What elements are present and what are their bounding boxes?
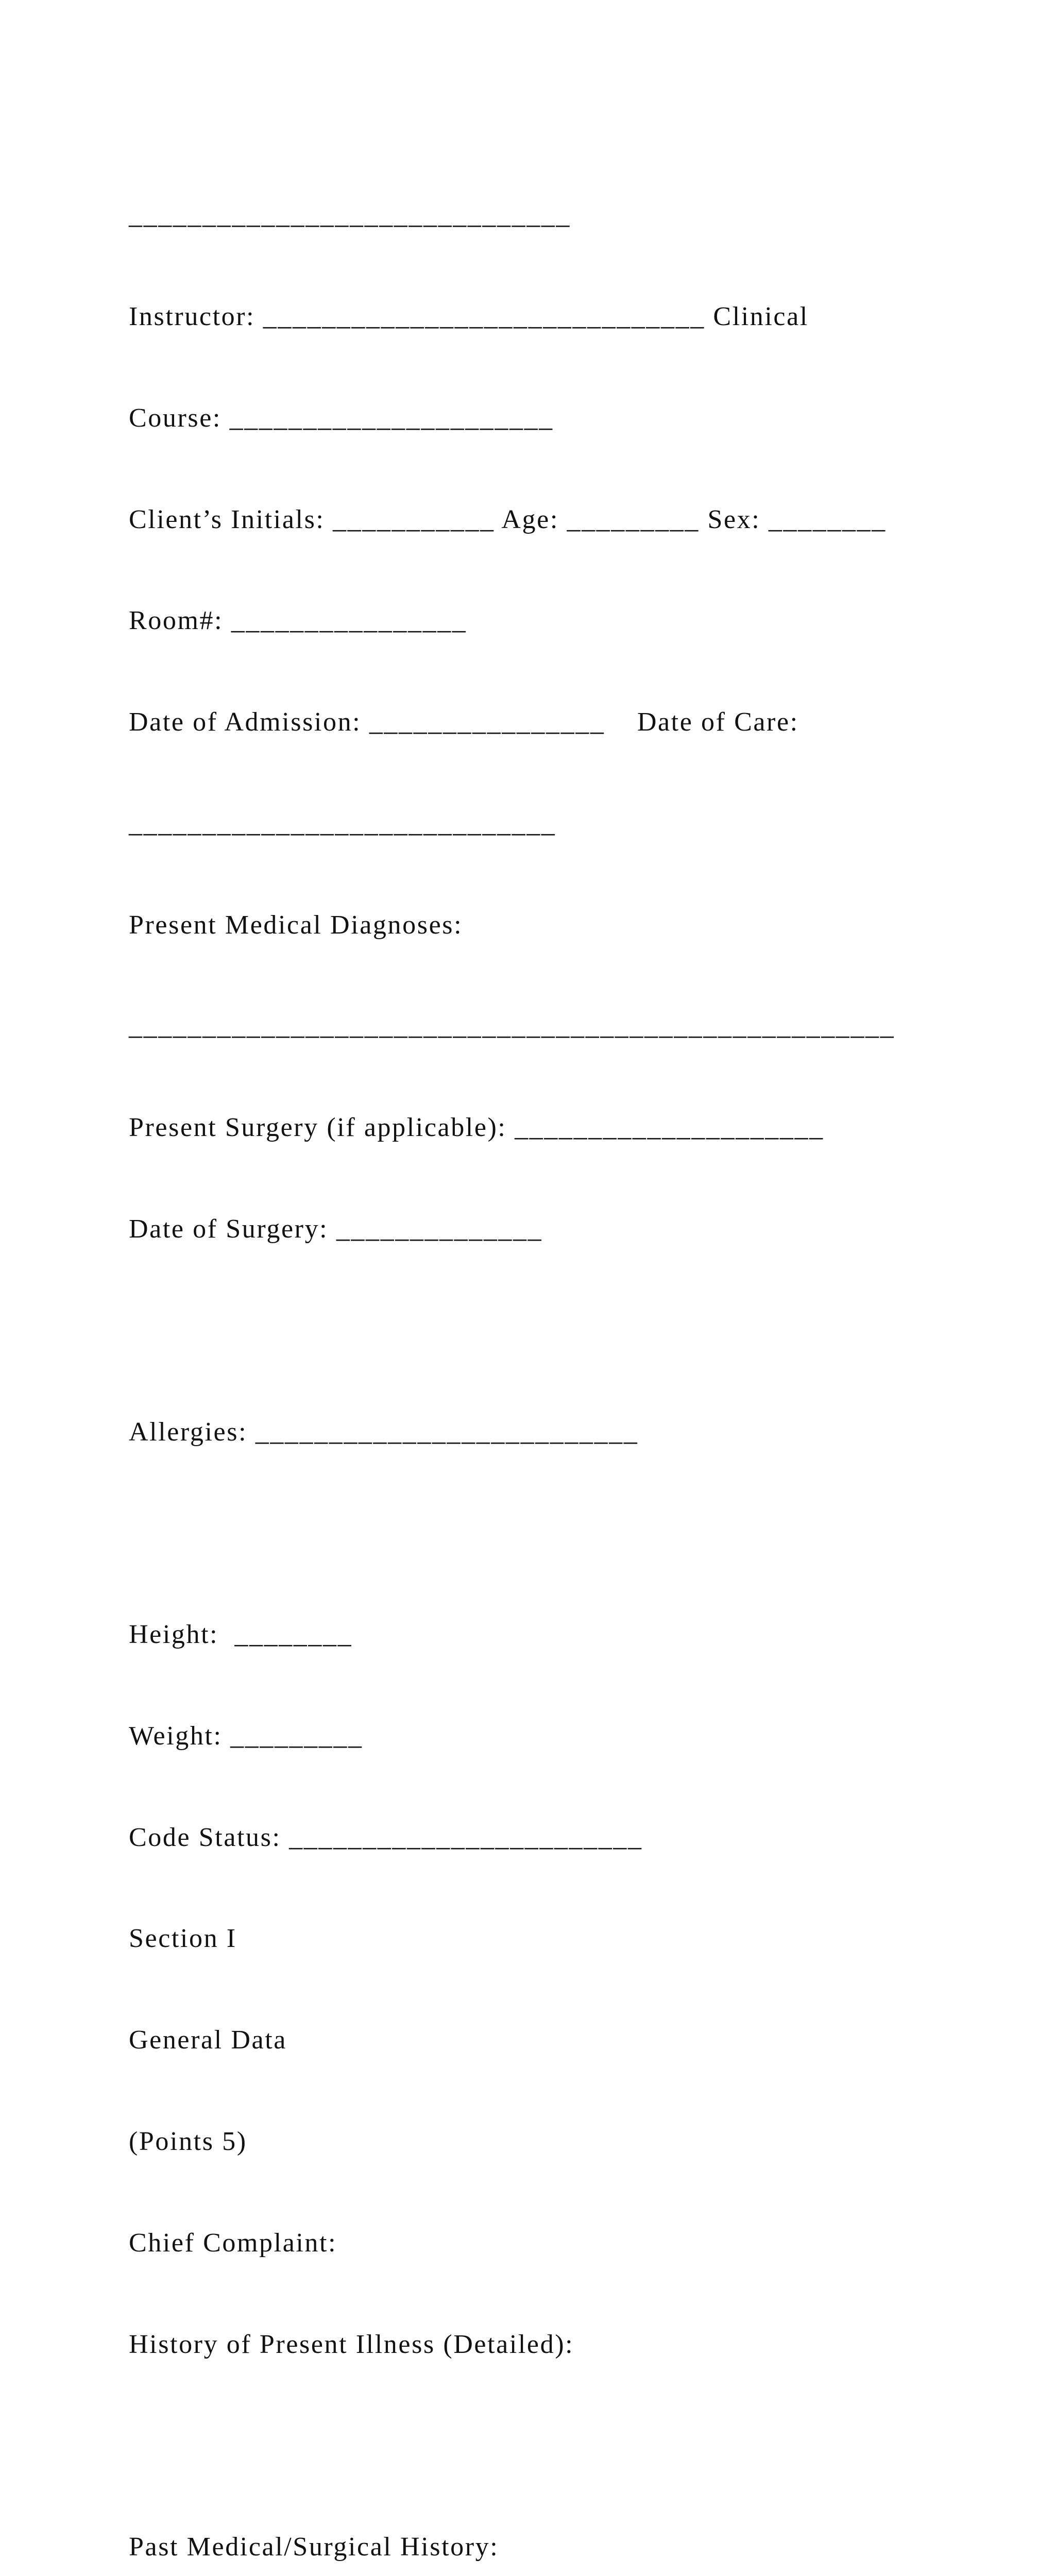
height-field: Height: ________: [129, 1620, 353, 1650]
dates-field: Date of Admission: ________________ Date of Care:: [129, 707, 799, 737]
course-field: Course: ______________________: [129, 403, 554, 433]
weight-field: Weight: _________: [129, 1721, 363, 1751]
present-illness-label: History of Present Illness (Detailed):: [129, 2329, 574, 2359]
spacer-line: [129, 1516, 1005, 1550]
chief-complaint-label: Chief Complaint:: [129, 2228, 337, 2258]
past-history-label: Past Medical/Surgical History:: [129, 2532, 499, 2562]
instructor-field: Instructor: ______________________________ Clinical: [129, 301, 809, 331]
surgery-field: Present Surgery (if applicable): _____________________: [129, 1113, 824, 1143]
allergies-field: Allergies: __________________________: [129, 1417, 639, 1447]
client-info-field: Client’s Initials: ___________ Age: _________ Sex: ________: [129, 504, 887, 534]
spacer-line: [129, 2429, 1005, 2463]
blank-rule-line: ______________________________: [129, 200, 571, 230]
surgery-date-field: Date of Surgery: ______________: [129, 1214, 543, 1244]
spacer-line: [129, 1314, 1005, 1348]
room-field: Room#: ________________: [129, 606, 467, 636]
section-title: General Data: [129, 2025, 287, 2055]
code-status-field: Code Status: ________________________: [129, 1822, 643, 1852]
document-body: [129, 131, 1005, 2576]
date-of-care-rule: _____________________________: [129, 808, 556, 838]
section-heading: Section I: [129, 1924, 237, 1954]
diagnoses-label: Present Medical Diagnoses:: [129, 910, 463, 940]
diagnoses-rule: ____________________________________________________: [129, 1011, 895, 1041]
section-points: (Points 5): [129, 2127, 247, 2157]
